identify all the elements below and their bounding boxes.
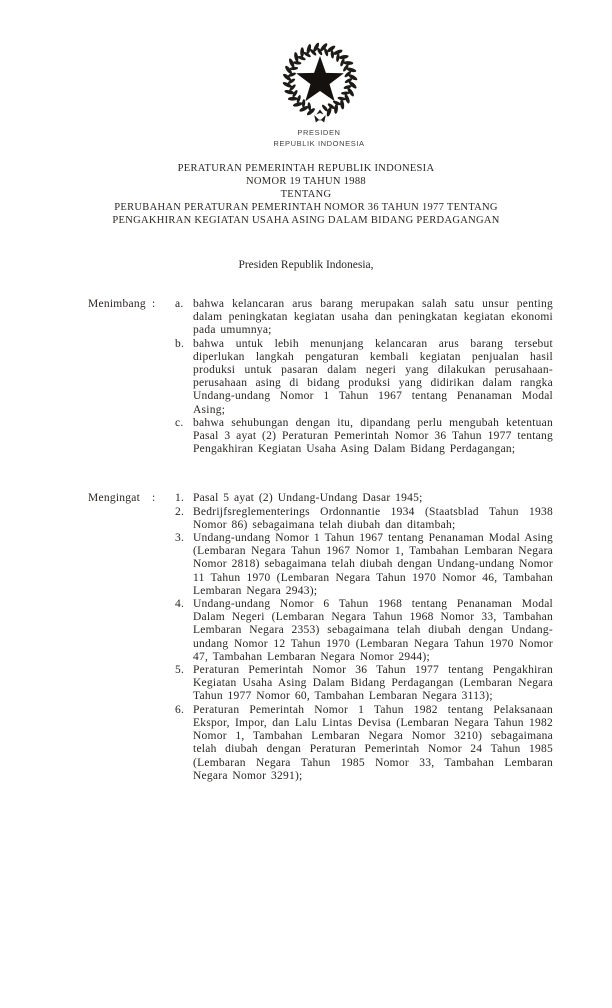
clause-text: Undang-undang Nomor 6 Tahun 1968 tentang Penanaman Modal Dalam Negeri (Lembaran Negara Tahun 1968 Nomor 33, Tambahan Lembaran Negara 2353) sebagaimana telah diubah dengan Undang-undang Nomor 12 Tahun 1970 (Lembaran Negara Tahun 1970 Nomor 47, Tambahan Lembaran Negara Nomor 2944); [193, 598, 553, 663]
document-body [88, 298, 553, 783]
clause-marker: c. [175, 416, 184, 429]
clause-item-2 [175, 506, 553, 532]
letterhead-republik-indonesia: REPUBLIK INDONESIA [273, 139, 365, 148]
title-line-regulation: PERATURAN PEMERINTAH REPUBLIK INDONESIA [177, 163, 435, 174]
clause-marker: 1. [175, 492, 185, 505]
mengingat-items [175, 492, 553, 782]
section-menimbang [88, 298, 553, 456]
clause-text: Undang-undang Nomor 1 Tahun 1967 tentang Penanaman Modal Asing (Lembaran Negara Tahun 1967 Nomor 1, Tambahan Lembaran Negara Nomor 2818) sebagaimana telah diubah dengan Undang-undang Nomor 11 Tahun 1970 (Lembaran Negara Tahun 1970 Nomor 46, Tambahan Lembaran Negara 2943); [193, 532, 553, 597]
clause-item-5 [175, 664, 553, 704]
clause-text: bahwa kelancaran arus barang merupakan salah satu unsur penting dalam peningkatan kegiatan usaha dan peningkatan kegiatan ekonomi pada umumnya; [193, 298, 553, 337]
title-line-subject-2: PENGAKHIRAN KEGIATAN USAHA ASING DALAM BIDANG PERDAGANGAN [112, 215, 500, 226]
title-line-tentang: TENTANG [280, 189, 332, 200]
clause-marker: 2. [175, 505, 185, 518]
clause-text: bahwa untuk lebih menunjang kelancaran arus barang tersebut diperlukan langkah pengaturan kembali kegiatan penjualan hasil produksi untuk pasaran dalam negeri yang dilakukan perusahaan-perusahaan asing di bidang produksi yang didirikan dalam rangka Undang-undang Nomor 1 Tahun 1967 tentang Penanaman Modal Asing; [193, 337, 553, 416]
clause-marker: 4. [175, 598, 185, 611]
clause-item-1 [175, 492, 553, 505]
section-colon: : [152, 298, 156, 310]
document-title [0, 162, 612, 227]
clause-text: Peraturan Pemerintah Nomor 36 Tahun 1977 tentang Pengakhiran Kegiatan Usaha Asing Dalam Bidang Perdagangan (Lembaran Negara Tahun 1977 Nomor 60, Tambahan Lembaran Negara 3113); [193, 664, 553, 703]
clause-marker: a. [175, 298, 184, 310]
letterhead-presiden: PRESIDEN [297, 128, 341, 137]
section-label-mengingat: Mengingat [88, 492, 141, 505]
section-label-menimbang: Menimbang [88, 298, 146, 310]
clause-item-4 [175, 598, 553, 664]
clause-text: Pasal 5 ayat (2) Undang-Undang Dasar 1945; [193, 492, 423, 505]
clause-item-3 [175, 532, 553, 598]
section-mengingat [88, 492, 553, 782]
clause-marker: 5. [175, 664, 185, 677]
clause-text: Bedrijfsreglementerings Ordonnantie 1934 (Staatsblad Tahun 1938 Nomor 86) sebagaimana telah diubah dan ditambah; [193, 505, 553, 531]
clause-text: bahwa sehubungan dengan itu, dipandang perlu mengubah ketentuan Pasal 3 ayat (2) Peraturan Pemerintah Nomor 36 Tahun 1977 tentang Pengakhiran Kegiatan Usaha Asing Dalam Bidang Perdagangan; [193, 416, 553, 456]
clause-item-c [175, 417, 553, 457]
presidential-emblem [279, 41, 361, 125]
clause-item-6 [175, 704, 553, 783]
title-line-subject-1: PERUBAHAN PERATURAN PEMERINTAH NOMOR 36 TAHUN 1977 TENTANG [114, 202, 498, 213]
menimbang-items [175, 298, 553, 456]
star-icon [296, 56, 344, 101]
letterhead [13, 127, 612, 149]
clause-marker: b. [175, 337, 185, 350]
clause-marker: 6. [175, 703, 185, 716]
salutation: Presiden Republik Indonesia, [238, 259, 374, 271]
clause-item-a [175, 298, 553, 338]
clause-marker: 3. [175, 532, 185, 545]
ribbon-icon [314, 110, 326, 123]
clause-text: Peraturan Pemerintah Nomor 1 Tahun 1982 tentang Pelaksanaan Ekspor, Impor, dan Lalu Lintas Devisa (Lembaran Negara Tahun 1982 Nomor 1, Tambahan Lembaran Negara Nomor 3210) sebagaimana telah diubah dengan Peraturan Pemerintah Nomor 24 Tahun 1985 (Lembaran Negara Tahun 1985 Nomor 33, Tambahan Lembaran Negara Nomor 3291); [193, 703, 553, 782]
title-line-number: NOMOR 19 TAHUN 1988 [246, 176, 366, 187]
section-colon: : [152, 492, 156, 505]
clause-item-b [175, 338, 553, 417]
